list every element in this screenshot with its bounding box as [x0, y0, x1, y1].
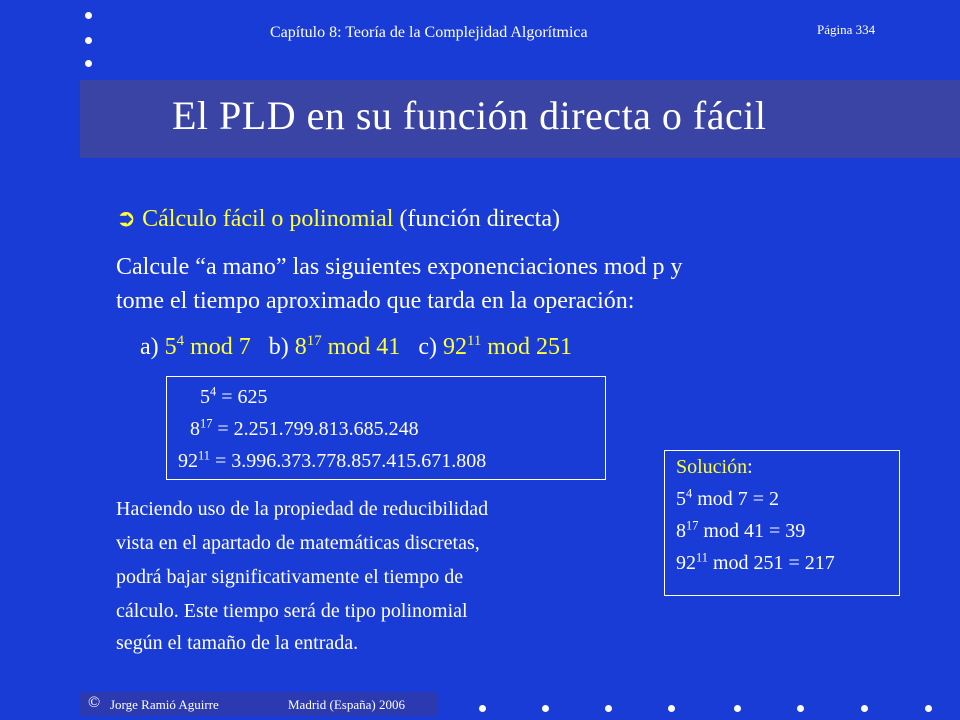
result-exp: 11: [198, 448, 210, 463]
page-number: Página 334: [817, 22, 876, 37]
exercise-b-base: 8: [294, 334, 307, 360]
decor-dot: [85, 37, 92, 44]
decor-dot: [797, 705, 804, 712]
solution-exp: 11: [696, 550, 708, 565]
copyright-icon: ©: [88, 694, 101, 711]
result-row: [190, 418, 419, 441]
instruction-line-1: Calcule “a mano” las siguientes exponenciaciones mod p y: [116, 254, 683, 280]
bullet-suffix: (función directa): [399, 206, 560, 232]
exercise-c-base: 92: [442, 334, 467, 360]
arrow-bullet-icon: ➲: [116, 206, 137, 232]
solution-exp: 4: [686, 486, 693, 501]
solution-item: [676, 488, 779, 511]
exercise-c: [443, 334, 572, 360]
decor-dot: [861, 705, 868, 712]
solution-item: [676, 520, 805, 543]
solution-colon: :: [747, 456, 753, 478]
footer-bar: [80, 692, 438, 716]
decor-dot: [668, 705, 675, 712]
bullet-line: [116, 204, 560, 233]
solution-heading-label: Solución: [676, 456, 748, 478]
exercise-a-base: 5: [164, 334, 177, 360]
solution-item: [676, 552, 835, 575]
exercise-b-label: b): [268, 334, 289, 360]
solution-base: 92: [676, 552, 696, 574]
exercise-line: [140, 334, 572, 361]
solution-heading: [676, 456, 753, 479]
paragraph-line: podrá bajar significativamente el tiempo de: [116, 566, 464, 588]
exercise-b: [295, 334, 401, 360]
result-exp: 17: [200, 416, 213, 431]
footer-author: Jorge Ramió Aguirre: [110, 697, 219, 712]
solution-base: 8: [676, 520, 686, 542]
exercise-c-exp: 11: [466, 333, 482, 349]
instruction-line-2: tome el tiempo aproximado que tarda en la operación:: [116, 288, 635, 314]
decor-dot: [925, 705, 932, 712]
paragraph-line: vista en el apartado de matemáticas discretas,: [116, 532, 480, 554]
result-base: 92: [178, 450, 198, 472]
decor-dot: [734, 705, 741, 712]
exercise-c-label: c): [418, 334, 437, 360]
solution-value: mod 251 = 217: [712, 552, 835, 574]
slide-title: El PLD en su función directa o fácil: [172, 93, 767, 138]
decor-dot: [479, 705, 486, 712]
paragraph-line: Haciendo uso de la propiedad de reducibilidad: [116, 498, 489, 520]
result-value: = 2.251.799.813.685.248: [217, 418, 419, 440]
result-row: [200, 386, 267, 409]
decor-dot: [85, 60, 92, 67]
exercise-a-mod: mod 7: [190, 334, 251, 360]
chapter-header: Capítulo 8: Teoría de la Complejidad Algorítmica: [270, 24, 588, 41]
solution-base: 5: [676, 488, 686, 510]
solution-exp: 17: [686, 518, 699, 533]
exercise-a: [165, 334, 251, 360]
result-value: = 625: [221, 386, 268, 408]
solution-value: mod 41 = 39: [703, 520, 806, 542]
paragraph-line: según el tamaño de la entrada.: [116, 632, 359, 654]
decor-dot: [542, 705, 549, 712]
result-base: 5: [200, 386, 210, 408]
paragraph-line: cálculo. Este tiempo será de tipo polinomial: [116, 600, 468, 622]
result-base: 8: [190, 418, 200, 440]
bullet-label: Cálculo fácil o polinomial: [142, 206, 394, 232]
footer-location: Madrid (España) 2006: [288, 697, 405, 712]
exercise-b-exp: 17: [306, 333, 322, 349]
result-exp: 4: [210, 384, 217, 399]
solution-value: mod 7 = 2: [697, 488, 780, 510]
exercise-b-mod: mod 41: [327, 334, 401, 360]
exercise-a-label: a): [140, 334, 159, 360]
exercise-c-mod: mod 251: [487, 334, 572, 360]
result-value: = 3.996.373.778.857.415.671.808: [214, 450, 487, 472]
exercise-a-exp: 4: [176, 333, 185, 349]
decor-dot: [85, 12, 92, 19]
decor-dot: [605, 705, 612, 712]
result-row: [178, 450, 486, 473]
